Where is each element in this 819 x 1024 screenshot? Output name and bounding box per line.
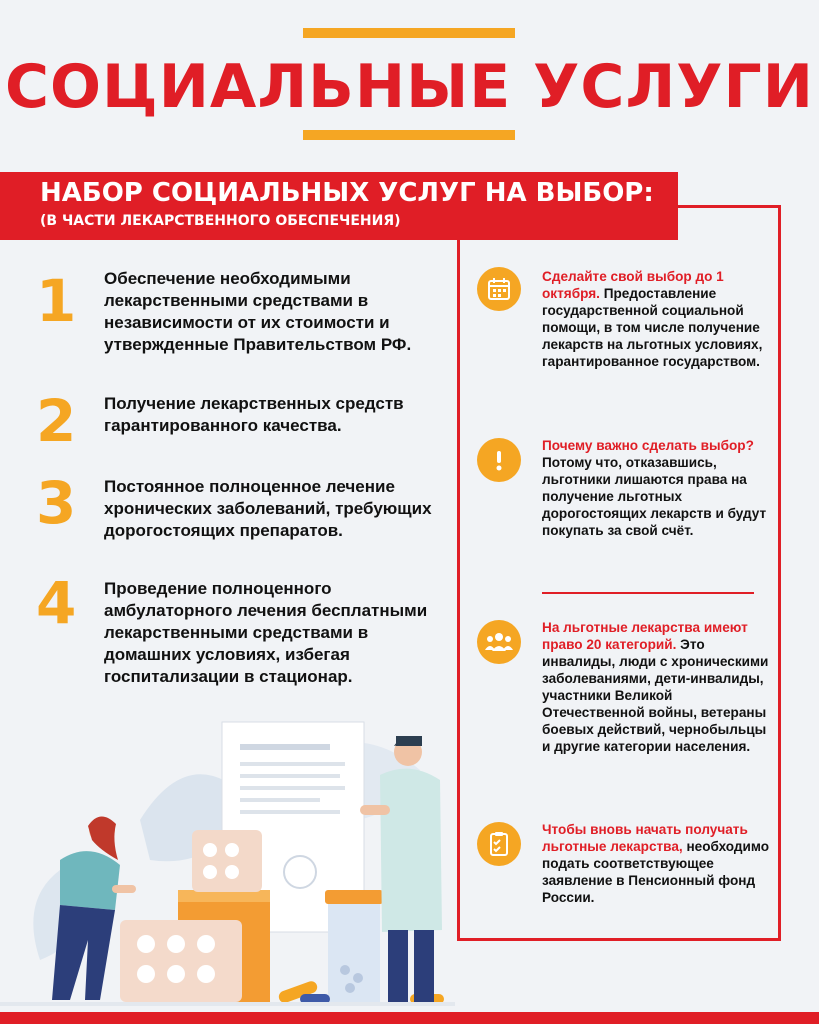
right-block-deadline xyxy=(542,268,774,370)
frame-right-line xyxy=(778,205,781,940)
right-block-application xyxy=(542,821,774,906)
item-number-1: 1 xyxy=(36,267,77,335)
item-number-4: 4 xyxy=(36,569,77,637)
people-icon xyxy=(477,620,521,664)
bottom-red-strip xyxy=(0,1012,819,1024)
right-block-why xyxy=(542,437,774,539)
pharmacy-illustration xyxy=(0,700,455,1012)
frame-bottom-line xyxy=(457,938,781,941)
item-text-4: Проведение полноценного амбулаторного лечения бесплатными лекарственными средствами в домашних условиях, избегая госпитализации в стационар. xyxy=(104,579,428,686)
frame-left-line xyxy=(457,240,460,940)
right-block-categories xyxy=(542,619,774,755)
application-highlight: Чтобы вновь начать получать льготные лекарства, xyxy=(542,822,748,854)
frame-top-line xyxy=(678,205,781,208)
bottom-accent-bar xyxy=(303,130,515,140)
item-text-2: Получение лекарственных средств гарантированного качества. xyxy=(104,394,404,435)
categories-highlight: На льготные лекарства имеют право 20 категорий. xyxy=(542,620,748,652)
banner-title: НАБОР СОЦИАЛЬНЫХ УСЛУГ НА ВЫБОР: xyxy=(40,178,654,208)
item-number-3: 3 xyxy=(36,469,77,537)
banner-subtitle: (В ЧАСТИ ЛЕКАРСТВЕННОГО ОБЕСПЕЧЕНИЯ) xyxy=(40,213,401,229)
frame-divider xyxy=(542,592,754,594)
application-text: необходимо подать соответствующее заявление в Пенсионный фонд России. xyxy=(542,839,770,905)
why-highlight: Почему важно сделать выбор? xyxy=(542,438,754,453)
page-title: СОЦИАЛЬНЫЕ УСЛУГИ xyxy=(4,52,814,122)
calendar-icon xyxy=(477,267,521,311)
deadline-text: Предоставление государственной социальной помощи, в том числе получение лекарств на льготных условиях, гарантированное государством. xyxy=(542,286,763,369)
item-text-3: Постоянное полноценное лечение хронических заболеваний, требующих дорогостоящих препаратов. xyxy=(104,477,432,540)
item-text-1: Обеспечение необходимыми лекарственными средствами в независимости от их стоимости и утвержденные Правительством РФ. xyxy=(104,269,412,354)
item-number-2: 2 xyxy=(36,387,77,455)
deadline-highlight: Сделайте свой выбор до 1 октября. xyxy=(542,269,724,301)
categories-text: Это инвалиды, люди с хроническими заболеваниями, дети-инвалиды, участники Великой Отечественной войны, ветераны боевых действий, чернобыльцы и другие категории населения. xyxy=(542,637,769,754)
checklist-icon xyxy=(477,822,521,866)
top-accent-bar xyxy=(303,28,515,38)
exclamation-icon xyxy=(477,438,521,482)
why-text: Потому что, отказавшись, льготники лишаются права на получение льготных дорогостоящих лекарств и будут покупать за свой счёт. xyxy=(542,455,767,538)
